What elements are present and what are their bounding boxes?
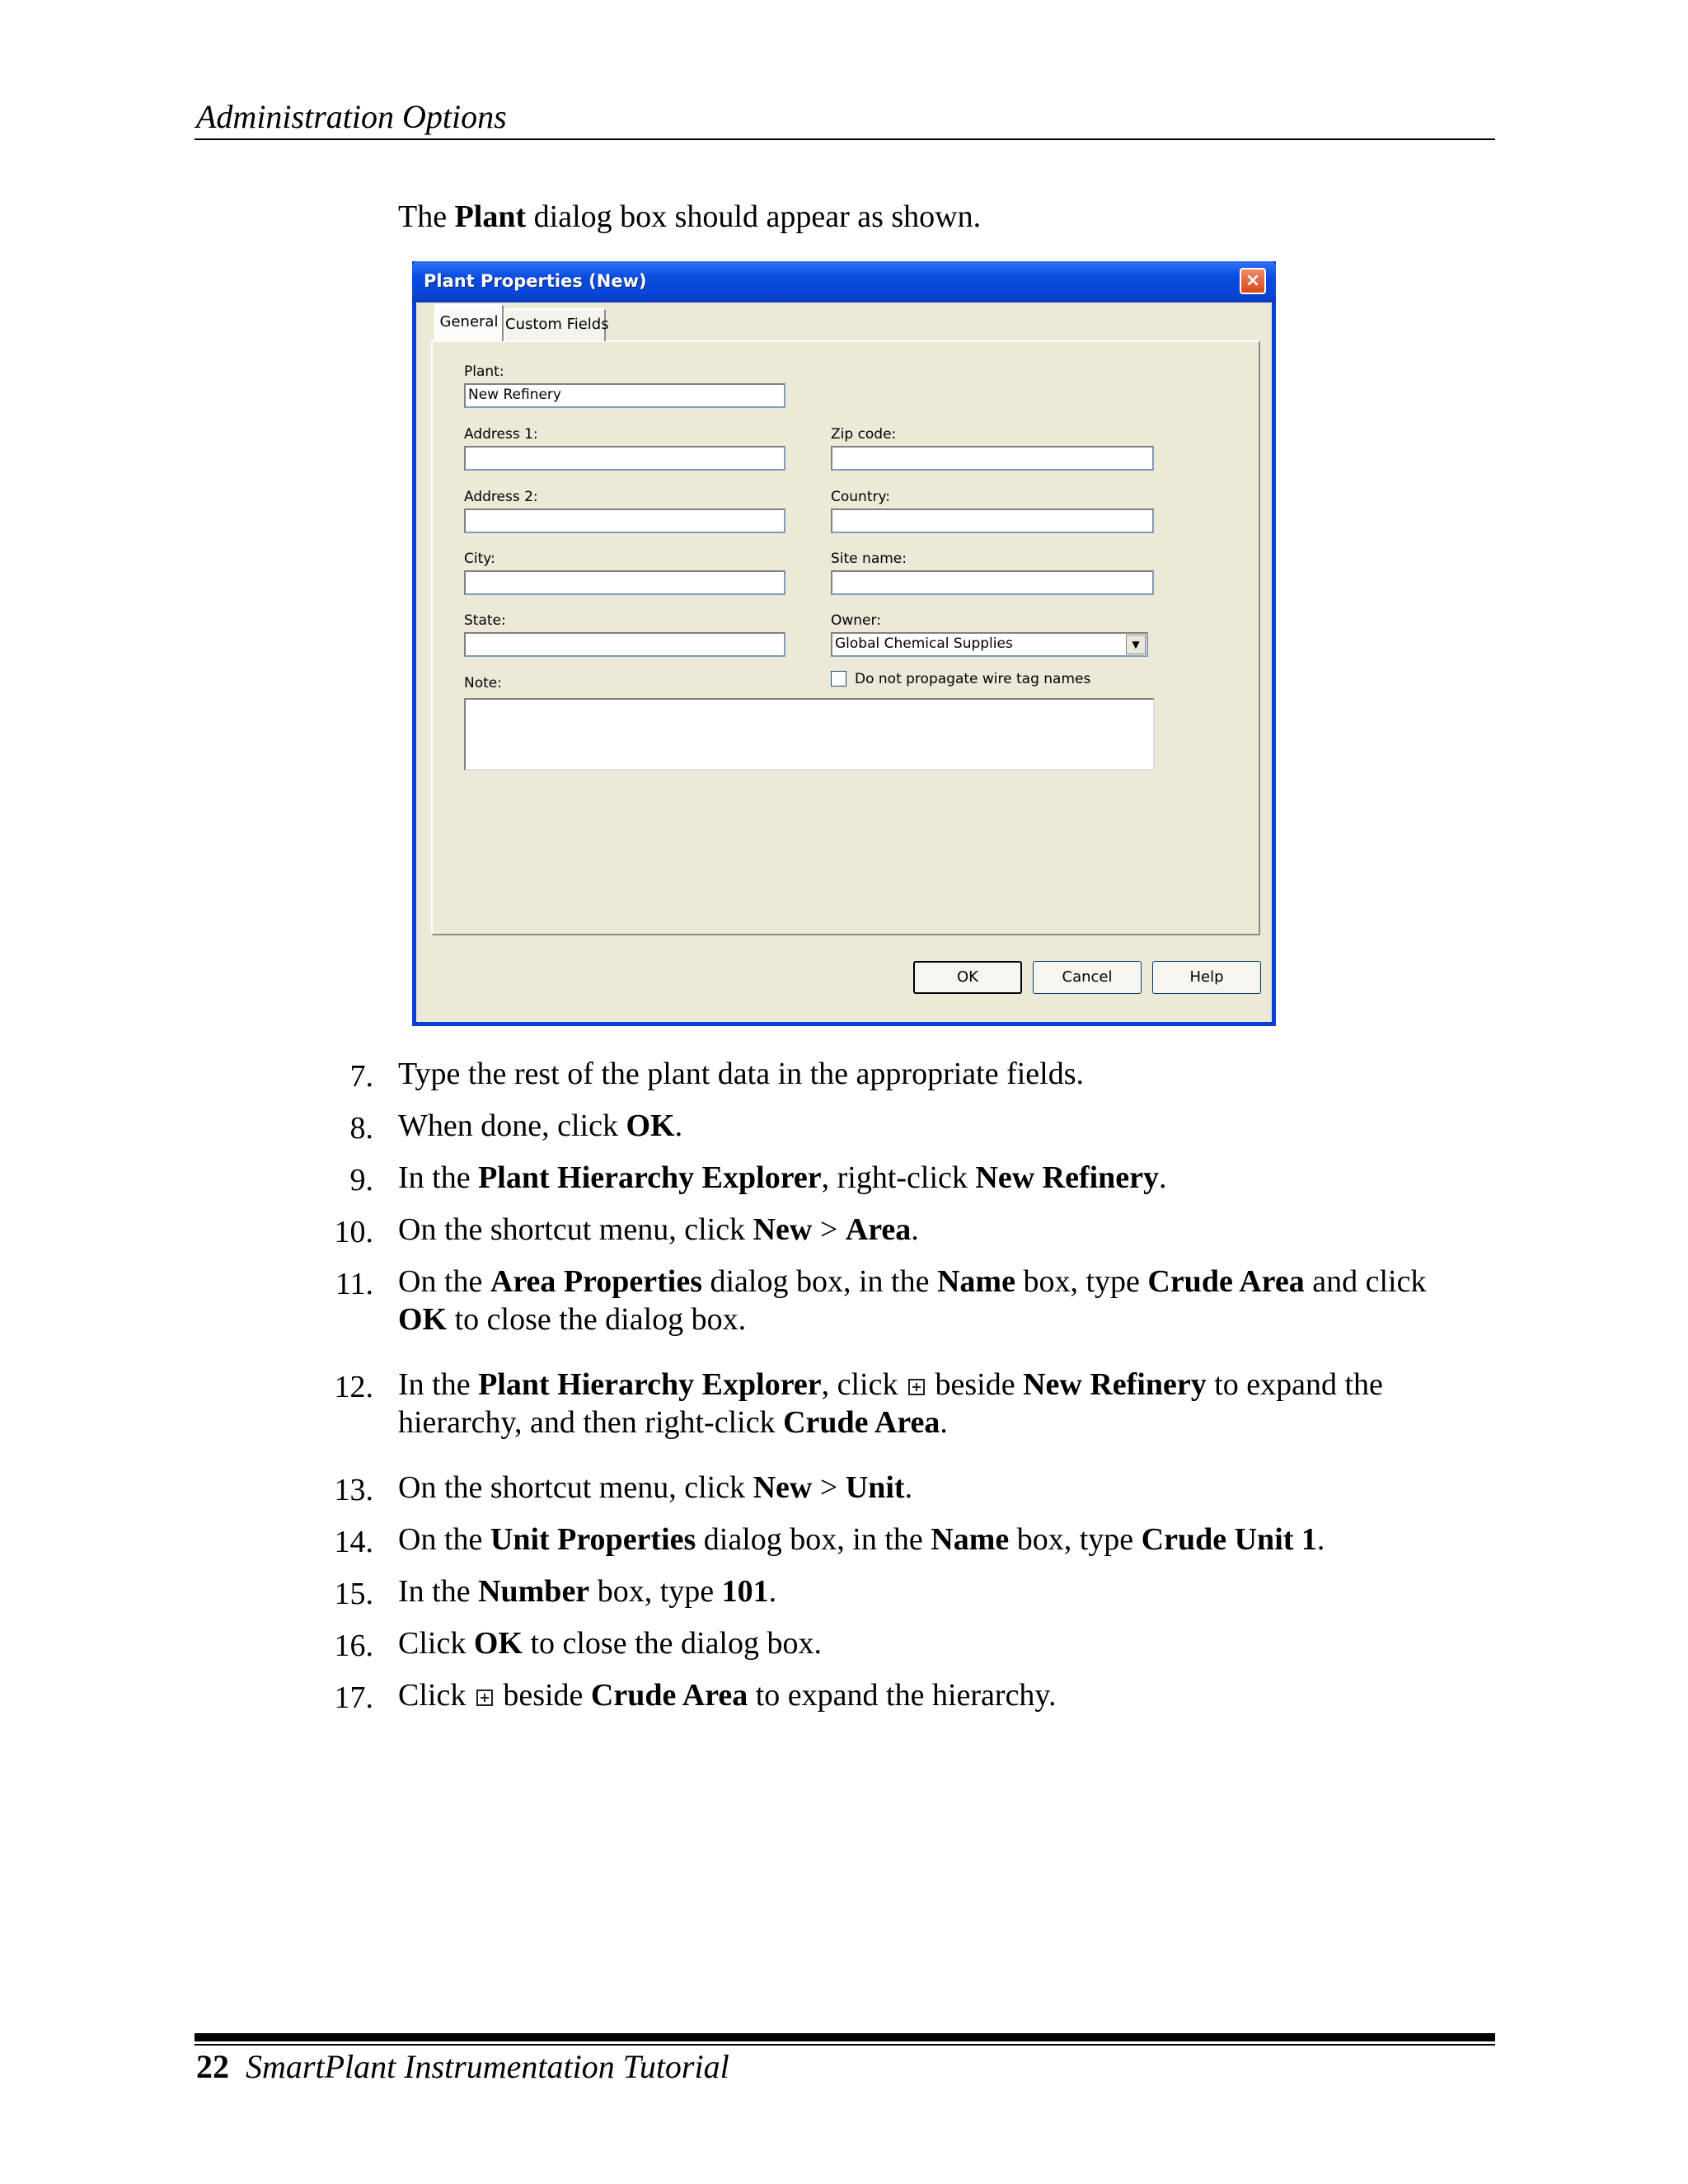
- step-term: New: [753, 1212, 813, 1247]
- step-text: [398, 1521, 1325, 1558]
- zip-label: Zip code:: [831, 426, 897, 443]
- step-term: Name: [931, 1522, 1010, 1557]
- step-segment: In the: [398, 1574, 479, 1609]
- note-textarea[interactable]: [464, 698, 1155, 771]
- step-number: 11.: [335, 1267, 373, 1301]
- dialog-title: Plant Properties (New): [424, 271, 647, 291]
- step-segment: .: [940, 1405, 948, 1440]
- intro-text: [398, 199, 981, 235]
- step-segment: Click: [398, 1678, 474, 1713]
- city-field[interactable]: [464, 570, 785, 595]
- tab-general[interactable]: General: [434, 304, 504, 341]
- step-segment: to close the dialog box.: [447, 1302, 747, 1337]
- zip-field[interactable]: [831, 446, 1154, 471]
- step-segment: and click: [1304, 1264, 1427, 1299]
- step-segment: beside: [495, 1678, 591, 1713]
- intro-pre: The: [398, 199, 455, 234]
- step-segment: to expand the: [1206, 1367, 1383, 1402]
- propagate-checkbox-label[interactable]: Do not propagate wire tag names: [855, 671, 1091, 687]
- step-number: 9.: [349, 1163, 373, 1197]
- step-number: 12.: [334, 1370, 373, 1404]
- owner-label: Owner:: [831, 612, 881, 629]
- step-segment: On the: [398, 1522, 490, 1557]
- header-rule: [195, 138, 1495, 140]
- footer-rule-thin: [195, 2044, 1495, 2046]
- site-name-field[interactable]: [831, 570, 1154, 595]
- step-term: Crude Unit 1: [1141, 1522, 1317, 1557]
- step-segment: .: [911, 1212, 919, 1247]
- step-segment: .: [768, 1574, 777, 1609]
- step-number: 17.: [334, 1680, 373, 1715]
- address2-label: Address 2:: [464, 489, 538, 505]
- step-number: 15.: [334, 1577, 373, 1611]
- step-number: 13.: [334, 1473, 373, 1507]
- step-text: [398, 1159, 1167, 1197]
- step-segment: >: [812, 1212, 846, 1247]
- plant-label: Plant:: [464, 363, 504, 380]
- address2-field[interactable]: [464, 509, 785, 533]
- step-segment: Click: [398, 1626, 474, 1661]
- step-segment: beside: [926, 1367, 1024, 1402]
- step-segment: hierarchy, and then right-click: [398, 1405, 784, 1440]
- running-header: Administration Options: [196, 98, 507, 135]
- step-text: [398, 1572, 776, 1610]
- plant-field[interactable]: New Refinery: [464, 383, 785, 408]
- step-term: Crude Area: [1147, 1264, 1305, 1299]
- cancel-button[interactable]: Cancel: [1033, 961, 1142, 994]
- step-segment: .: [674, 1108, 683, 1143]
- step-number: 16.: [334, 1629, 373, 1663]
- step-segment: box, type: [1015, 1264, 1148, 1299]
- step-segment: Type the rest of the plant data in the appropriate fields.: [398, 1057, 1084, 1091]
- step-segment: On the shortcut menu, click: [398, 1212, 753, 1247]
- step-number: 8.: [349, 1111, 373, 1146]
- tab-custom-fields[interactable]: Custom Fields: [504, 308, 606, 341]
- step-number: 14.: [334, 1525, 373, 1559]
- step-term: Area: [845, 1212, 912, 1247]
- step-segment: to close the dialog box.: [522, 1626, 822, 1661]
- step-segment: dialog box, in the: [702, 1264, 937, 1299]
- owner-select[interactable]: [831, 632, 1148, 657]
- step-text: [398, 1366, 1383, 1404]
- step-segment: , right-click: [821, 1160, 976, 1195]
- propagate-checkbox[interactable]: [831, 671, 846, 687]
- step-segment: >: [812, 1470, 846, 1505]
- step-segment: When done, click: [398, 1108, 626, 1143]
- address1-label: Address 1:: [464, 426, 538, 443]
- step-term: OK: [626, 1108, 675, 1143]
- owner-value: Global Chemical Supplies: [835, 635, 1013, 652]
- step-term: Number: [478, 1574, 590, 1609]
- step-term: Unit: [845, 1470, 905, 1505]
- intro-bold: Plant: [454, 199, 527, 234]
- step-segment: In the: [398, 1367, 479, 1402]
- expand-plus-icon: [476, 1690, 493, 1706]
- step-number: 7.: [349, 1059, 373, 1094]
- step-term: Crude Area: [590, 1678, 748, 1713]
- step-segment: .: [1159, 1160, 1167, 1195]
- help-button[interactable]: Help: [1152, 961, 1261, 994]
- country-label: Country:: [831, 489, 891, 505]
- footer-title: SmartPlant Instrumentation Tutorial: [246, 2048, 729, 2085]
- step-text: [398, 1263, 1426, 1301]
- step-text: [398, 1624, 822, 1662]
- city-label: City:: [464, 551, 495, 567]
- step-term: OK: [473, 1626, 523, 1661]
- step-number: 10.: [334, 1215, 373, 1249]
- footer-rule: [195, 2033, 1495, 2041]
- plant-properties-dialog: [412, 261, 1276, 1026]
- step-segment: to expand the hierarchy.: [748, 1678, 1057, 1713]
- site-name-label: Site name:: [831, 551, 907, 567]
- chevron-down-icon[interactable]: ▼: [1126, 635, 1146, 654]
- step-text: [398, 1301, 746, 1338]
- step-term: Name: [936, 1264, 1015, 1299]
- step-term: New: [753, 1470, 813, 1505]
- running-footer: [196, 2047, 729, 2086]
- step-term: Crude Area: [783, 1405, 940, 1440]
- step-term: New Refinery: [1023, 1367, 1207, 1402]
- step-text: [398, 1211, 919, 1249]
- state-field[interactable]: [464, 632, 785, 657]
- expand-plus-icon: [908, 1379, 925, 1395]
- step-text: [398, 1676, 1056, 1714]
- step-text: [398, 1404, 948, 1441]
- step-segment: box, type: [589, 1574, 722, 1609]
- step-segment: .: [1316, 1522, 1325, 1557]
- address1-field[interactable]: [464, 446, 785, 471]
- close-icon[interactable]: ×: [1240, 268, 1266, 294]
- note-label: Note:: [464, 675, 502, 691]
- step-term: Plant Hierarchy Explorer: [478, 1367, 822, 1402]
- step-segment: On the: [398, 1264, 490, 1299]
- country-field[interactable]: [831, 509, 1154, 533]
- intro-post: dialog box should appear as shown.: [526, 199, 982, 234]
- step-text: [398, 1107, 682, 1145]
- step-segment: On the shortcut menu, click: [398, 1470, 753, 1505]
- step-segment: .: [904, 1470, 913, 1505]
- step-segment: dialog box, in the: [696, 1522, 931, 1557]
- step-term: OK: [398, 1302, 448, 1337]
- step-term: New Refinery: [975, 1160, 1160, 1195]
- step-segment: box, type: [1009, 1522, 1142, 1557]
- step-term: Area Properties: [490, 1264, 702, 1299]
- step-term: Plant Hierarchy Explorer: [478, 1160, 822, 1195]
- step-segment: , click: [821, 1367, 906, 1402]
- step-term: 101: [721, 1574, 769, 1609]
- page-number: 22: [196, 2048, 229, 2085]
- step-text: [398, 1469, 912, 1507]
- ok-button[interactable]: OK: [913, 961, 1022, 994]
- dialog-titlebar[interactable]: [412, 261, 1276, 302]
- step-term: Unit Properties: [490, 1522, 696, 1557]
- step-text: [398, 1055, 1084, 1093]
- step-segment: In the: [398, 1160, 479, 1195]
- state-label: State:: [464, 612, 506, 629]
